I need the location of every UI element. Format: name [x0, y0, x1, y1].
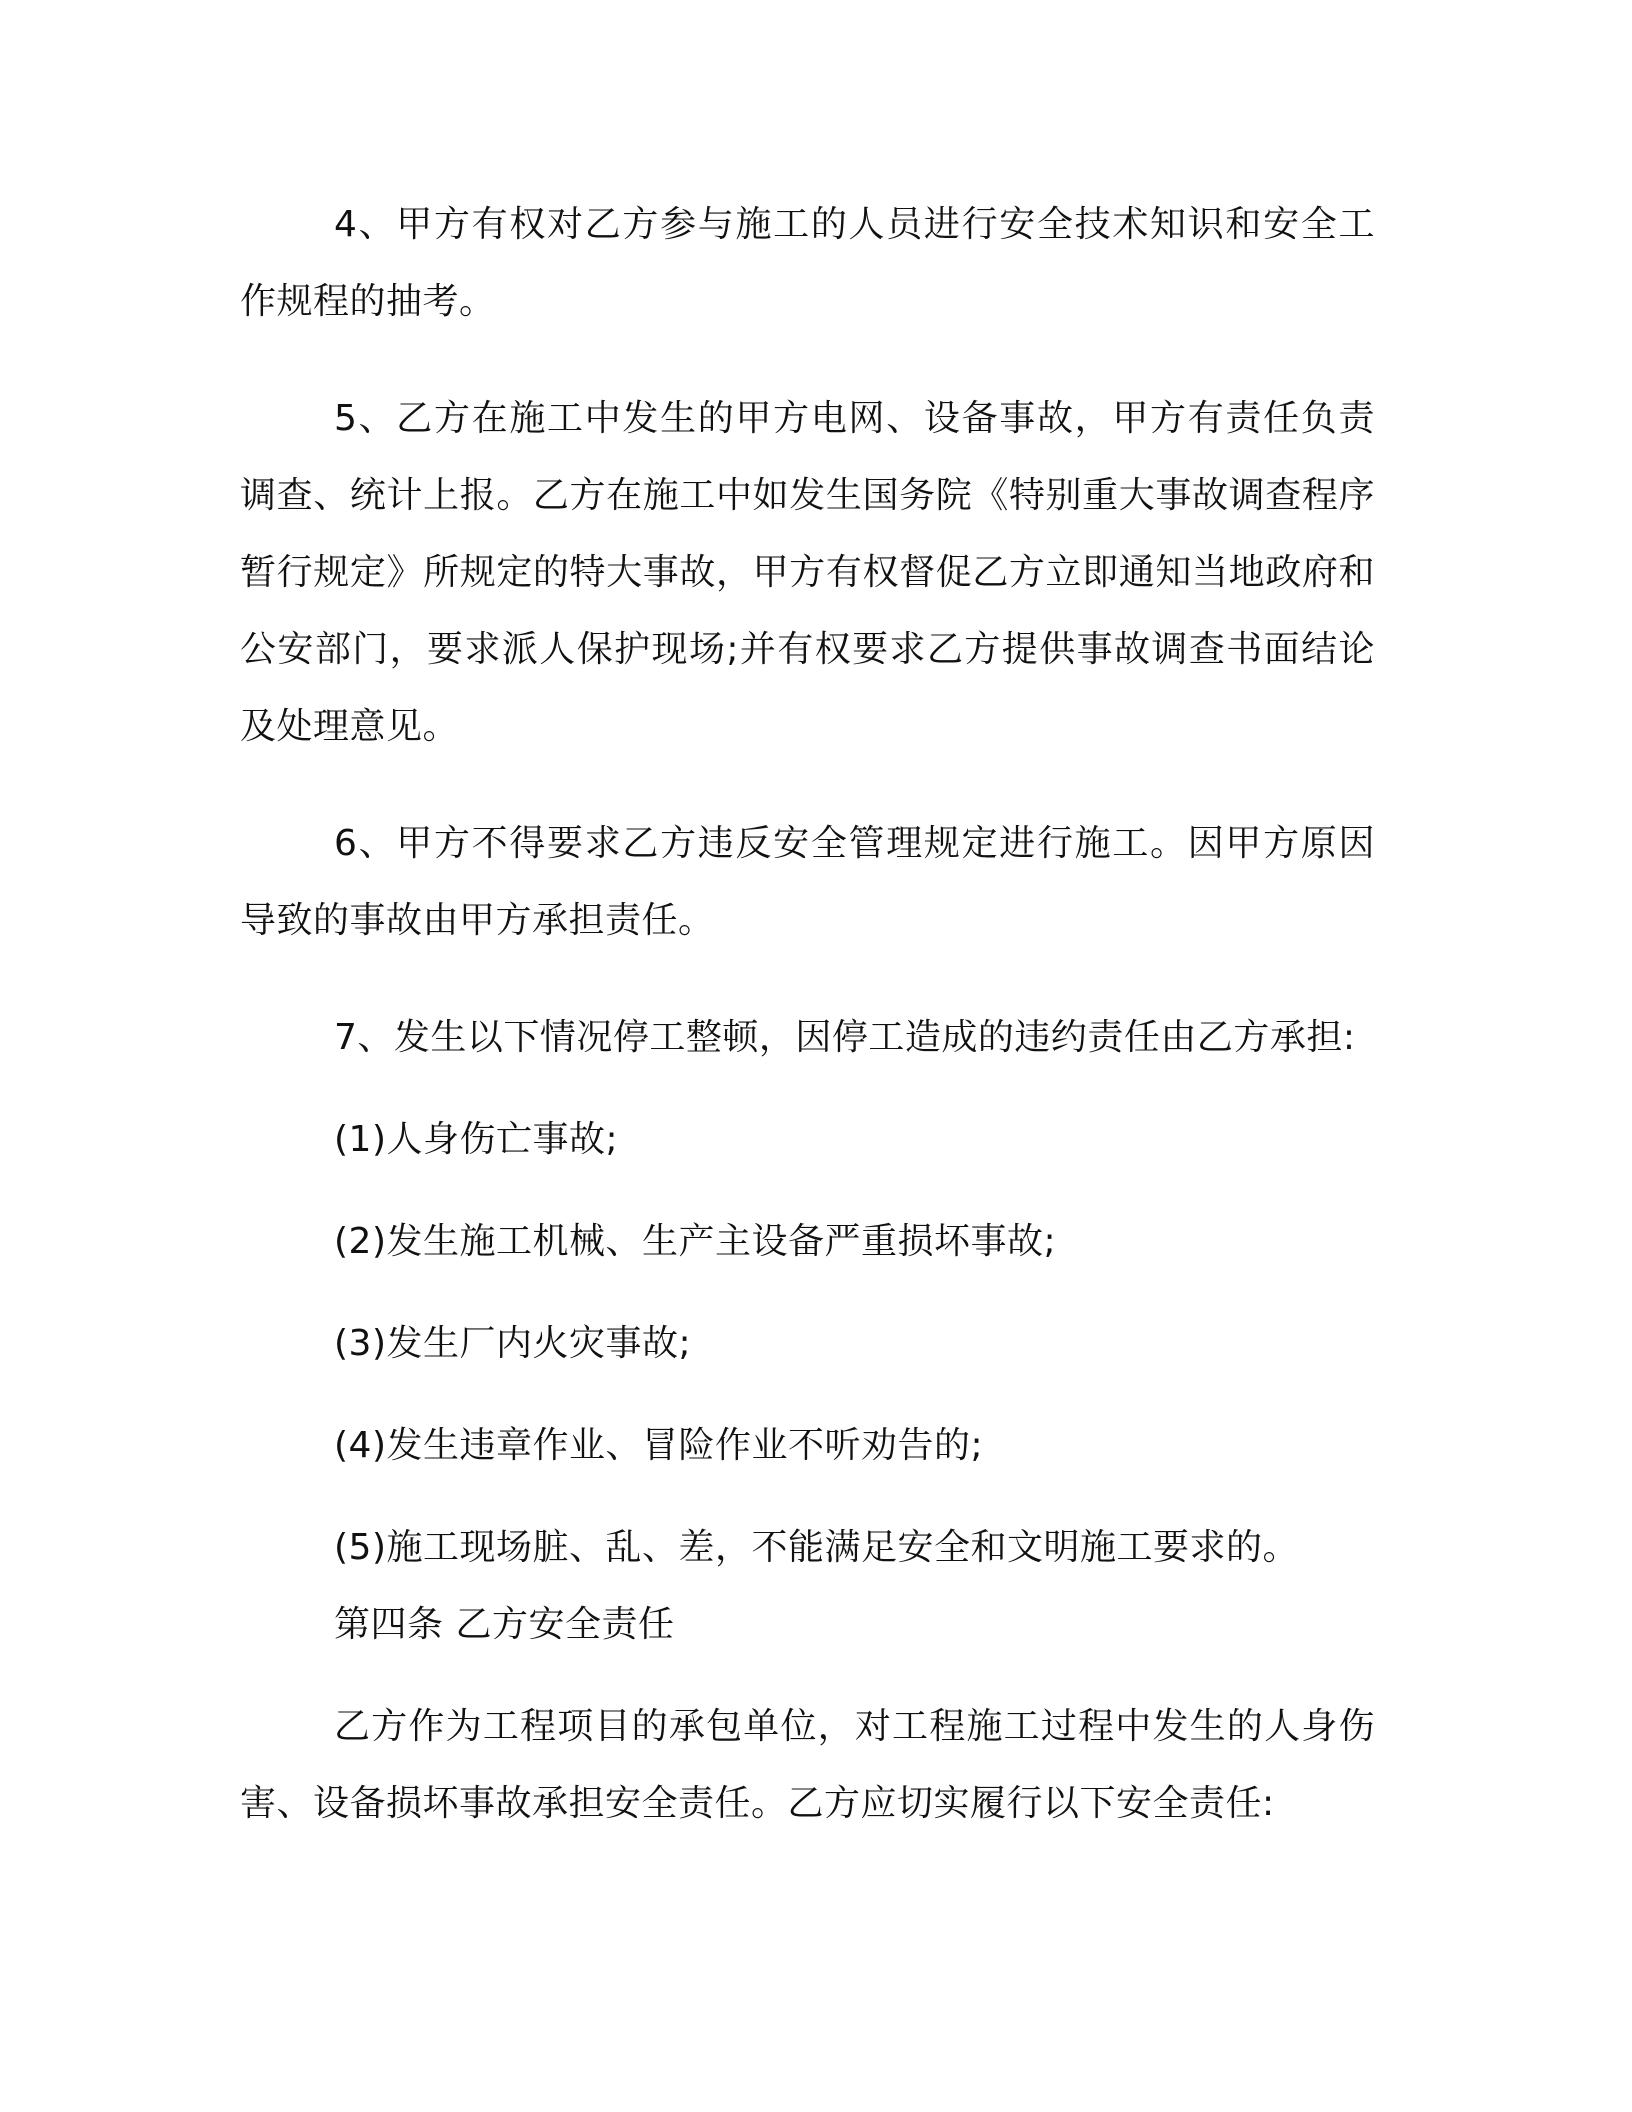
clause-7-item-3: (3)发生厂内火灾事故; — [334, 1323, 692, 1364]
clause-5: 5、乙方在施工中发生的甲方电网、设备事故，甲方有责任负责调查、统计上报。乙方在施工中如发生国务院《特别重大事故调查程序暂行规定》所规定的特大事故，甲方有权督促乙方立即通知当地政府和公安部门，要求派人保护现场;并有权要求乙方提供事故调查书面结论及处理意见。 — [240, 398, 1375, 747]
clause-7-item-1: (1)人身伤亡事故; — [334, 1119, 619, 1160]
clause-7-item-4: (4)发生违章作业、冒险作业不听劝告的; — [334, 1425, 984, 1466]
clause-4: 4、甲方有权对乙方参与施工的人员进行安全技术知识和安全工作规程的抽考。 — [240, 204, 1375, 322]
document-body — [240, 186, 1375, 1842]
clause-7-item-5: (5)施工现场脏、乱、差，不能满足安全和文明施工要求的。 — [334, 1527, 1299, 1568]
clause-6: 6、甲方不得要求乙方违反安全管理规定进行施工。因甲方原因导致的事故由甲方承担责任。 — [240, 823, 1375, 941]
clause-7: 7、发生以下情况停工整顿，因停工造成的违约责任由乙方承担: — [334, 1017, 1356, 1058]
article-4-body: 乙方作为工程项目的承包单位，对工程施工过程中发生的人身伤害、设备损坏事故承担安全责任。乙方应切实履行以下安全责任: — [240, 1706, 1375, 1824]
article-4-heading: 第四条 乙方安全责任 — [334, 1604, 675, 1645]
clause-7-item-2: (2)发生施工机械、生产主设备严重损坏事故; — [334, 1221, 1057, 1262]
